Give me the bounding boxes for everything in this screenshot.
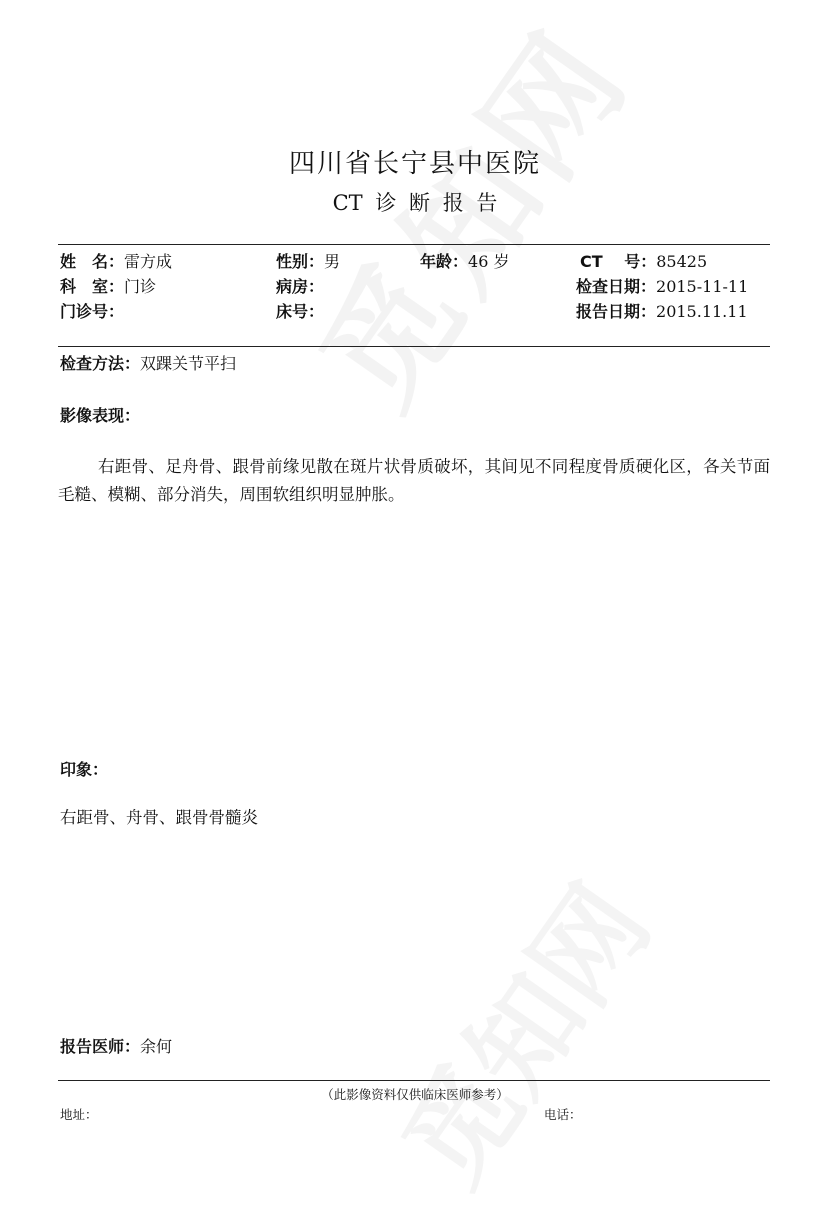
report-date-value: 2015.11.11 bbox=[656, 302, 748, 321]
watermark-bottom bbox=[360, 850, 679, 1211]
footer-note: （此影像资料仅供临床医师参考） bbox=[321, 1087, 509, 1102]
department-value: 门诊 bbox=[124, 277, 157, 296]
header-top-rule bbox=[58, 244, 770, 245]
patient-age-field bbox=[420, 252, 509, 272]
ward-field bbox=[276, 277, 324, 297]
findings-label: 影像表现： bbox=[60, 406, 141, 425]
ct-number-value: 85425 bbox=[656, 252, 708, 271]
hospital-name: 四川省长宁县中医院 bbox=[288, 149, 541, 179]
patient-name-label: 姓 名： bbox=[60, 252, 125, 271]
exam-date-value: 2015-11-11 bbox=[656, 277, 749, 296]
ct-number-field bbox=[580, 252, 707, 272]
patient-sex-value: 男 bbox=[324, 252, 341, 271]
footer-rule bbox=[58, 1080, 770, 1081]
findings-text: 右距骨、足舟骨、跟骨前缘见散在斑片状骨质破坏，其间见不同程度骨质硬化区，各关节面毛糙、模糊、部分消失，周围软组织明显肿胀。 bbox=[58, 457, 770, 504]
department-label: 科 室： bbox=[60, 277, 125, 296]
watermark bbox=[270, 0, 664, 437]
findings-heading bbox=[60, 406, 140, 426]
impression-label: 印象： bbox=[60, 760, 109, 779]
report-date-label: 报告日期： bbox=[576, 302, 657, 321]
address-label: 地址： bbox=[60, 1107, 98, 1122]
patient-name-value: 雷方成 bbox=[124, 252, 173, 271]
exam-method-value: 双踝关节平扫 bbox=[140, 354, 237, 373]
phone-label: 电话： bbox=[544, 1107, 582, 1122]
exam-date-label: 检查日期： bbox=[576, 277, 657, 296]
report-title: CT 诊 断 报 告 bbox=[332, 191, 498, 215]
patient-name-field bbox=[60, 252, 172, 272]
bed-field bbox=[276, 302, 324, 322]
department-field bbox=[60, 277, 156, 297]
ct-number-label: CT 号： bbox=[580, 252, 657, 271]
impression-value: 右距骨、舟骨、跟骨骨髓炎 bbox=[60, 808, 258, 827]
report-doctor-label: 报告医师： bbox=[60, 1037, 141, 1056]
bed-label: 床号： bbox=[276, 302, 325, 321]
report-date-field bbox=[576, 302, 748, 322]
patient-sex-label: 性别： bbox=[276, 252, 325, 271]
report-doctor-field bbox=[60, 1037, 172, 1057]
patient-sex-field bbox=[276, 252, 340, 272]
impression-heading bbox=[60, 760, 108, 780]
exam-method-label: 检查方法： bbox=[60, 354, 141, 373]
patient-age-label: 年龄： bbox=[420, 252, 469, 271]
outpatient-number-field bbox=[60, 302, 124, 322]
ward-label: 病房： bbox=[276, 277, 325, 296]
report-doctor-value: 余何 bbox=[140, 1037, 173, 1056]
header-bottom-rule bbox=[58, 346, 770, 347]
impression-text bbox=[60, 808, 258, 828]
exam-method-field bbox=[60, 354, 236, 374]
patient-age-value: 46 岁 bbox=[468, 252, 510, 271]
outpatient-number-label: 门诊号： bbox=[60, 302, 125, 321]
exam-date-field bbox=[576, 277, 748, 297]
